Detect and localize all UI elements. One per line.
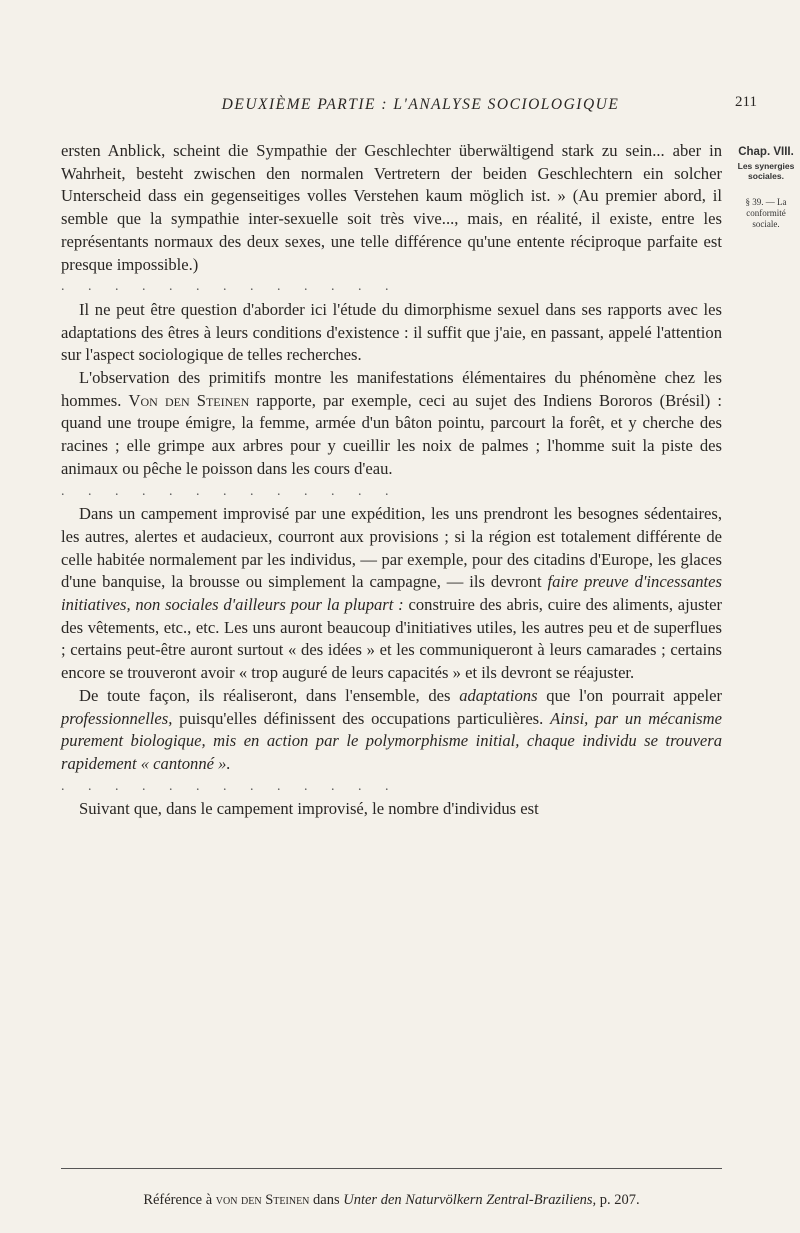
p5-text-a: De toute façon, ils réaliseront, dans l'ensemble, des: [79, 685, 451, 705]
p5-italic-1: adaptations: [459, 685, 538, 705]
ellipsis-separator-1: . . . . . . . . . . . . .: [61, 279, 399, 295]
p3-text-a: L'observation des primitifs montre les manifestations élémentaires du phénomène chez les hommes.: [61, 368, 722, 410]
paragraph-4: [61, 503, 722, 685]
footnote: [61, 1192, 722, 1209]
ellipsis-separator-3: . . . . . . . . . . . . .: [61, 778, 399, 794]
margin-chapter: Chap. VIII.: [738, 146, 794, 158]
paragraph-2: Il ne peut être question d'aborder ici l'étude du dimorphisme sexuel dans ses rapports avec les adaptations des êtres à leurs conditions d'existence : il suffit que j'aie, en passant, appelé l'attention sur l'aspect sociologique de telles recherches.: [61, 299, 722, 365]
margin-notes: [735, 146, 797, 230]
footnote-rule: [61, 1168, 722, 1169]
p5-italic-2: professionnelles,: [61, 708, 173, 728]
paragraph-5: [61, 685, 722, 776]
margin-section: § 39. — La conformité sociale.: [745, 197, 787, 229]
paragraph-6: Suivant que, dans le campement improvisé, le nombre d'individus est: [79, 799, 539, 819]
p4-text-b: construire des abris, cuire des aliments, ajuster des vêtements, etc., etc. Les uns auront beaucoup d'initiatives utiles, les autres peu et de superflues ; certains peut-être auront surtout « des idées » et les communiqueront à leurs camarades ; certains encore se trouveront avoir « trop auguré de leurs capacités » et ils devront se réajuster.: [61, 595, 722, 683]
p5-italic-3: Ainsi, par un mécanisme purement biologique, mis en action par le polymorphisme initial, chaque individu se trouvera rapidement « cantonné ».: [61, 708, 722, 773]
p3-author: Von den Steinen: [128, 390, 250, 410]
paragraph-1: ersten Anblick, scheint die Sympathie der Geschlechter überwältigend stark zu sein... aber in Wahrheit, besteht zwischen den normalen Vertretern der beiden Geschlechtern ein solcher Unterscheid dass ein gegenseitiges volles Verstehen kaum möglich ist. » (Au premier abord, il semble que la sympathie inter-sexuelle soit très vive..., mais, en réalité, il existe, entre les représentants normaux des deux sexes, une telle différence qu'une entente réciproque parfaite est presque impossible.): [61, 141, 722, 274]
margin-synergies: Les synergies sociales.: [737, 161, 795, 181]
p4-text-a: Dans un campement improvisé par une expédition, les uns prendront les besognes sédentaires, les autres, alertes et audacieux, courront aux provisions ; si la région est totalement différente de celle habitée normalement par les individus, — par exemple, pour des citadins d'Europe, les glaces d'une banquise, la brousse ou simplement la campagne, — ils devront: [61, 504, 722, 592]
p5-text-c: puisqu'elles définissent des occupations particulières.: [179, 708, 544, 728]
p5-text-b: que l'on pourrait appeler: [546, 685, 722, 705]
footnote-mid: dans: [313, 1192, 340, 1208]
p4-italic: faire preuve d'incessantes initiatives, non sociales d'ailleurs pour la plupart :: [61, 572, 722, 615]
footnote-prefix: Référence à: [143, 1192, 213, 1208]
footnote-author: von den Steinen: [215, 1192, 310, 1208]
ellipsis-separator-2: . . . . . . . . . . . . .: [61, 483, 399, 499]
footnote-page: p. 207.: [599, 1192, 640, 1208]
paragraph-3: [61, 367, 722, 481]
body-text: [61, 140, 722, 821]
footnote-title: Unter den Naturvölkern Zentral-Braziliens,: [343, 1192, 597, 1208]
page-number: 211: [735, 94, 757, 110]
running-head: DEUXIÈME PARTIE : L'ANALYSE SOCIOLOGIQUE: [221, 96, 620, 113]
p3-text-b: rapporte, par exemple, ceci au sujet des Indiens Bororos (Brésil) : quand une troupe émigre, la femme, armée d'un bâton pointu, parcourt la forêt, et y cherche des racines ; elle grimpe aux arbres pour y cueillir les noix de palmes ; l'homme suit la piste des animaux ou pêche le poisson dans les cours d'eau.: [61, 390, 722, 478]
